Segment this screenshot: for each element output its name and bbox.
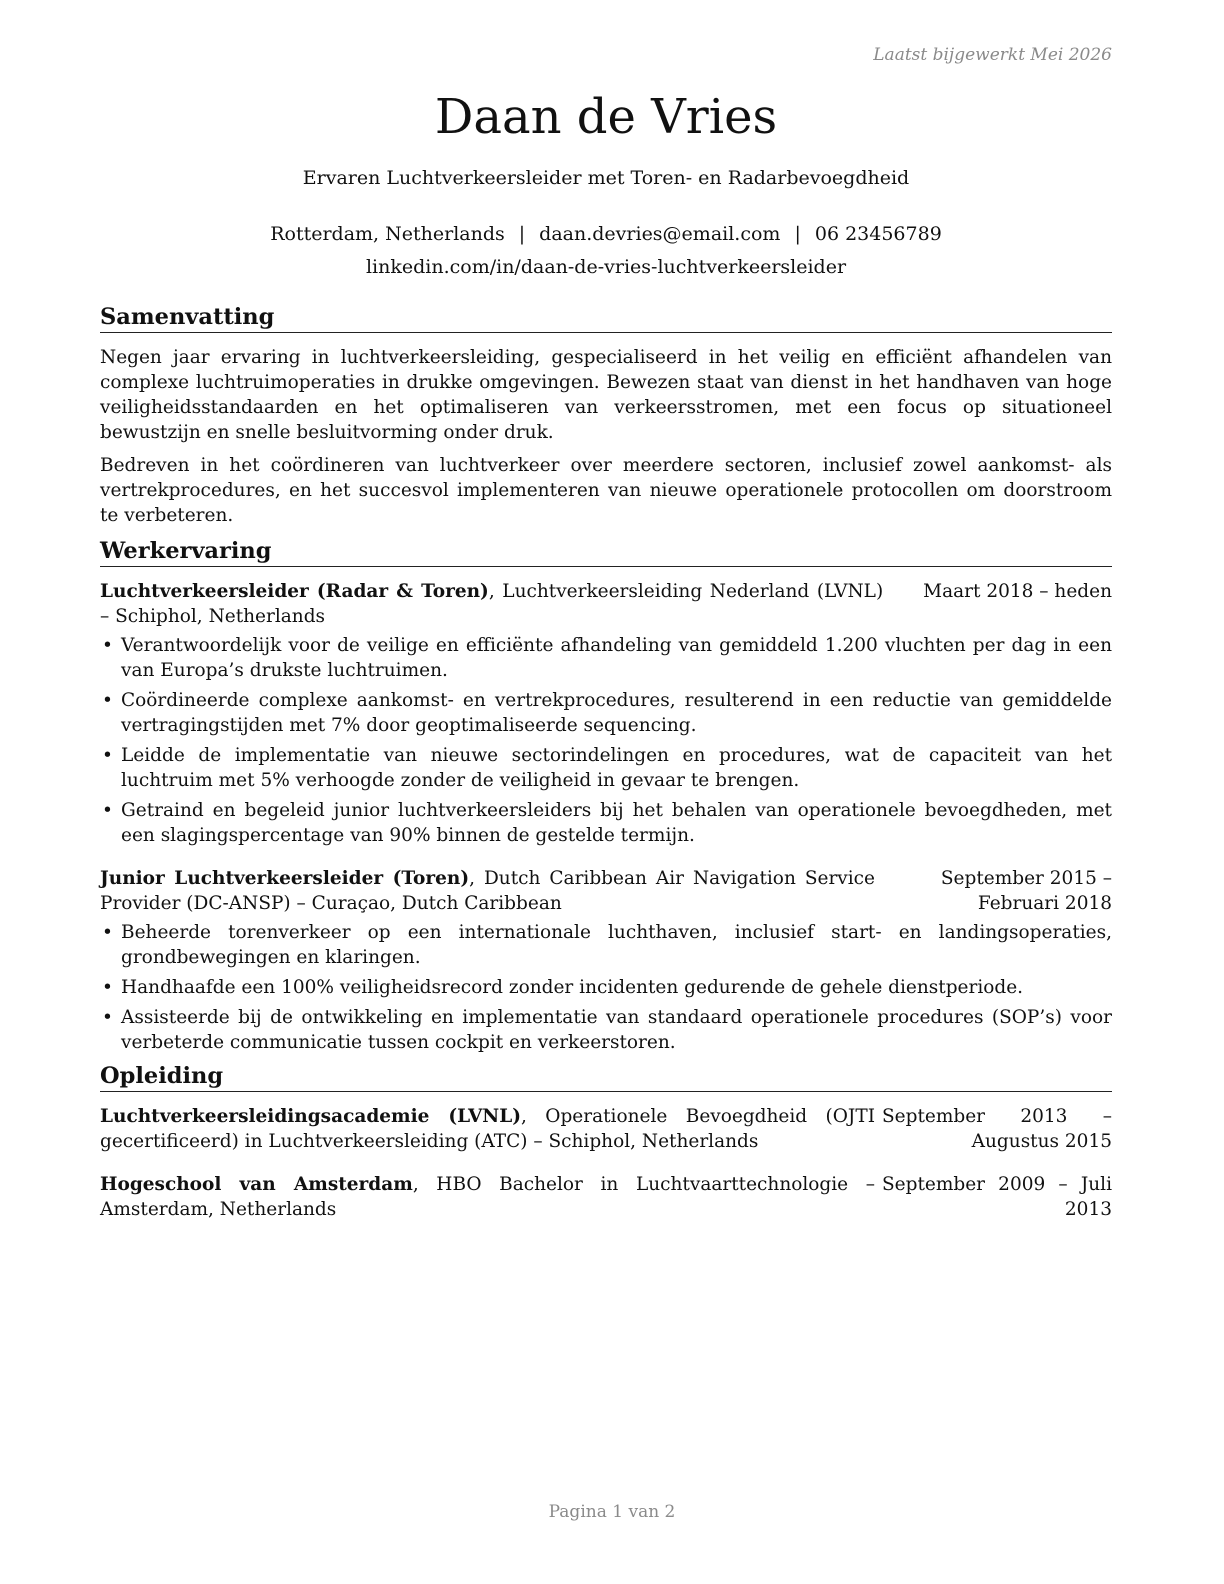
job-bullets [100,920,1112,1055]
education-detail: , Operationele Bevoegdheid (OJTI gecertificeerd) in Luchtverkeersleiding (ATC) – Schiphol, Netherlands [100,1106,875,1152]
bullet-icon: • [102,690,113,711]
education-header [100,1172,1112,1222]
list-item [100,1005,1112,1055]
job-dates: Maart 2018 – heden [923,581,1112,602]
bullet-text: Verantwoordelijk voor de veilige en efficiënte afhandeling van gemiddeld 1.200 vluchten per dag in een van Europa’s drukste luchtruimen. [121,635,1112,681]
section-experience [100,536,1112,1055]
list-item [100,688,1112,738]
section-title-experience: Werkervaring [100,536,1112,567]
section-education [100,1061,1112,1222]
education-school: Hogeschool van Amsterdam [100,1174,413,1195]
list-item [100,743,1112,793]
summary-paragraph: Bedreven in het coördineren van luchtverkeer over meerdere sectoren, inclusief zowel aankomst- als vertrekprocedures, en het succesvol implementeren van nieuwe operationele protocollen om doorstroom te verbeteren. [100,455,1112,526]
bullet-icon: • [102,745,113,766]
job-dates: September 2015 – Februari 2018 [940,868,1112,914]
page-number: Pagina 1 van 2 [548,1502,676,1522]
resume-header [100,88,1112,284]
job-header [100,579,1112,629]
bullet-icon: • [102,1007,113,1028]
job-bullets [100,633,1112,848]
education-entry [100,1104,1112,1154]
contact-email[interactable]: daan.devries@email.com [539,223,781,245]
job-role: Junior Luchtverkeersleider (Toren) [100,868,470,889]
candidate-name: Daan de Vries [434,89,778,145]
bullet-icon: • [102,800,113,821]
last-updated-note: Laatst bijgewerkt Mei 2026 [873,45,1112,65]
contact-info [100,218,1112,284]
education-detail: , HBO Bachelor in Luchtvaarttechnologie – Amsterdam, Netherlands [100,1174,875,1220]
job-entry [100,866,1112,1055]
section-title-summary: Samenvatting [100,302,1112,333]
section-title-education: Opleiding [100,1061,1112,1092]
contact-separator: | [518,223,526,245]
contact-location: Rotterdam, Netherlands [270,223,505,245]
job-entry [100,579,1112,848]
list-item [100,633,1112,683]
bullet-icon: • [102,635,113,656]
resume-body [100,302,1112,1222]
summary-paragraph: Negen jaar ervaring in luchtverkeersleiding, gespecialiseerd in het veilig en efficiënt afhandelen van complexe luchtruimoperaties in drukke omgevingen. Bewezen staat van dienst in het handhaven van hoge veiligheidsstandaarden en het optimaliseren van verkeersstromen, met een focus op situationeel bewustzijn en snelle besluitvorming onder druk. [100,347,1112,443]
contact-separator: | [794,223,801,245]
education-school: Luchtverkeersleidingsacademie (LVNL) [100,1106,521,1127]
bullet-text: Assisteerde bij de ontwikkeling en implementatie van standaard operationele procedures (SOP’s) voor verbeterde communicatie tussen cockpit en verkeerstoren. [121,1007,1112,1053]
job-organization: , Luchtverkeersleiding Nederland (LVNL) – Schiphol, Netherlands [100,581,884,627]
bullet-text: Beheerde torenverkeer op een internationale luchthaven, inclusief start- en landingsoperaties, grondbewegingen en klaringen. [121,922,1112,968]
education-dates: September 2013 – Augustus 2015 [882,1106,1112,1152]
education-entry [100,1172,1112,1222]
bullet-text: Handhaafde een 100% veiligheidsrecord zonder incidenten gedurende de gehele dienstperiode. [121,977,1024,998]
education-title-line [100,1104,875,1154]
education-title-line [100,1172,875,1222]
job-role: Luchtverkeersleider (Radar & Toren) [100,581,489,602]
candidate-headline: Ervaren Luchtverkeersleider met Toren- en Radarbevoegdheid [302,167,910,189]
education-header [100,1104,1112,1154]
job-title-line [100,579,883,629]
list-item [100,975,1112,1000]
bullet-icon: • [102,922,113,943]
contact-line-1 [100,218,1112,251]
bullet-icon: • [102,977,113,998]
list-item [100,798,1112,848]
job-title-line [100,866,875,916]
job-organization: , Dutch Caribbean Air Navigation Service Provider (DC-ANSP) – Curaçao, Dutch Caribbean [100,868,875,914]
bullet-text: Coördineerde complexe aankomst- en vertrekprocedures, resulterend in een reductie van gemiddelde vertragingstijden met 7% door geoptimaliseerde sequencing. [121,690,1112,736]
contact-linkedin[interactable]: linkedin.com/in/daan-de-vries-luchtverkeersleider [365,256,847,278]
section-summary [100,302,1112,528]
bullet-text: Leidde de implementatie van nieuwe sectorindelingen en procedures, wat de capaciteit van het luchtruim met 5% verhoogde zonder de veiligheid in gevaar te brengen. [121,745,1112,791]
job-header [100,866,1112,916]
list-item [100,920,1112,970]
education-dates: September 2009 – Juli 2013 [882,1174,1112,1220]
bullet-text: Getraind en begeleid junior luchtverkeersleiders bij het behalen van operationele bevoegdheden, met een slagingspercentage van 90% binnen de gestelde termijn. [121,800,1112,846]
contact-phone: 06 23456789 [814,223,942,245]
